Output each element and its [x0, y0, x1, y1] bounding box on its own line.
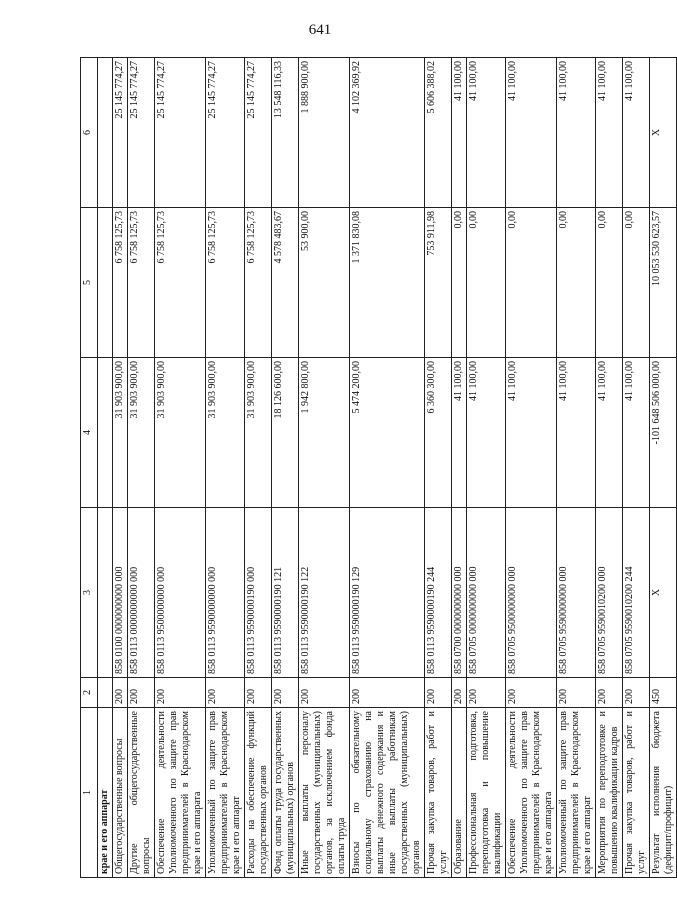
- executed-cell: 0,00: [557, 208, 596, 358]
- budget-code-cell: 858 0705 9590000000 000: [557, 508, 596, 678]
- line-code-cell: 200: [623, 678, 650, 708]
- executed-cell: 0,00: [467, 208, 506, 358]
- budget-code-cell: 858 0113 9590000000 000: [206, 508, 245, 678]
- line-code-cell: 200: [506, 678, 557, 708]
- approved-cell: 31 903 900,00: [245, 358, 272, 508]
- approved-cell: -101 648 506 000,00: [650, 358, 677, 508]
- approved-cell: 6 360 300,00: [425, 358, 452, 508]
- executed-cell: 6 758 125,73: [206, 208, 245, 358]
- line-code-cell: 200: [245, 678, 272, 708]
- remaining-cell: 41 100,00: [506, 58, 557, 208]
- approved-cell: 5 474 200,00: [350, 358, 425, 508]
- executed-cell: 0,00: [506, 208, 557, 358]
- executed-cell: 0,00: [452, 208, 467, 358]
- row-name-cell: Мероприятия по переподготовке и повышению квалификации кадров: [596, 708, 623, 878]
- row-name-cell: Обеспечение деятельности Уполномоченного по защите прав предпринимателей в Краснодарском крае и его аппарата: [155, 708, 206, 878]
- budget-code-cell: 858 0705 9590010200 000: [596, 508, 623, 678]
- row-name-cell: Уполномоченный по защите прав предпринимателей в Краснодарском крае и его аппарат: [557, 708, 596, 878]
- budget-code-cell: 858 0113 9590000190 000: [245, 508, 272, 678]
- budget-code-cell: 858 0113 9590000190 121: [272, 508, 299, 678]
- line-code-cell: 200: [425, 678, 452, 708]
- line-code-cell: 200: [128, 678, 155, 708]
- budget-code-cell: 858 0100 0000000000 000: [113, 508, 128, 678]
- table-row: [452, 58, 467, 878]
- remaining-cell: 25 145 774,27: [113, 58, 128, 208]
- line-code-cell: 200: [113, 678, 128, 708]
- row-name-cell: Обеспечение деятельности Уполномоченного по защите прав предпринимателей в Краснодарском крае и его аппарата: [506, 708, 557, 878]
- remaining-cell: 41 100,00: [596, 58, 623, 208]
- row-name-cell: Фонд оплаты труда государственных (муниципальных) органов: [272, 708, 299, 878]
- column-header: 3: [81, 508, 98, 678]
- remaining-cell: 25 145 774,27: [128, 58, 155, 208]
- line-code-cell: 200: [467, 678, 506, 708]
- remaining-cell: 41 100,00: [467, 58, 506, 208]
- table-row: [350, 58, 425, 878]
- continuation-row: [98, 58, 113, 878]
- budget-execution-table: [80, 57, 677, 878]
- line-code-cell: 200: [557, 678, 596, 708]
- budget-code-cell: 858 0705 9500000000 000: [506, 508, 557, 678]
- table-row: [299, 58, 350, 878]
- table-row: [596, 58, 623, 878]
- approved-cell: 41 100,00: [623, 358, 650, 508]
- column-header: 4: [81, 358, 98, 508]
- column-header: 5: [81, 208, 98, 358]
- column-header: 6: [81, 58, 98, 208]
- line-code-cell: 200: [155, 678, 206, 708]
- executed-cell: 0,00: [623, 208, 650, 358]
- budget-code-cell: 858 0113 0000000000 000: [128, 508, 155, 678]
- budget-code-cell: 858 0705 9590010200 244: [623, 508, 650, 678]
- table-row: [245, 58, 272, 878]
- table-row: [128, 58, 155, 878]
- line-code-cell: 200: [299, 678, 350, 708]
- remaining-cell: 5 606 388,02: [425, 58, 452, 208]
- line-code-cell: 200: [206, 678, 245, 708]
- row-name-cell: Уполномоченный по защите прав предпринимателей в Краснодарском крае и его аппарат: [206, 708, 245, 878]
- rotated-table-area: [80, 58, 674, 878]
- remaining-cell: 41 100,00: [623, 58, 650, 208]
- table-row: [272, 58, 299, 878]
- approved-cell: 41 100,00: [596, 358, 623, 508]
- executed-cell: 1 371 830,08: [350, 208, 425, 358]
- remaining-cell: 25 145 774,27: [245, 58, 272, 208]
- budget-code-cell: X: [650, 508, 677, 678]
- approved-cell: 41 100,00: [506, 358, 557, 508]
- approved-cell: 31 903 900,00: [128, 358, 155, 508]
- approved-cell: 31 903 900,00: [155, 358, 206, 508]
- approved-cell: 41 100,00: [557, 358, 596, 508]
- approved-cell: 1 942 800,00: [299, 358, 350, 508]
- row-name-cell: Профессиональная подготовка, переподготовка и повышение квалификации: [467, 708, 506, 878]
- line-code-cell: 200: [350, 678, 425, 708]
- executed-cell: 6 758 125,73: [113, 208, 128, 358]
- column-header: 2: [81, 678, 98, 708]
- line-code-cell: 200: [452, 678, 467, 708]
- approved-cell: 31 903 900,00: [113, 358, 128, 508]
- table-row: [650, 58, 677, 878]
- row-name-cell: Иные выплаты персоналу государственных (муниципальных) органов, за исключением фонда оплаты труда: [299, 708, 350, 878]
- rotated-table-container: [80, 58, 674, 878]
- executed-cell: 0,00: [596, 208, 623, 358]
- budget-code-cell: 858 0113 9590000190 244: [425, 508, 452, 678]
- budget-code-cell: 858 0705 0000000000 000: [467, 508, 506, 678]
- budget-code-cell: 858 0113 9500000000 000: [155, 508, 206, 678]
- executed-cell: 10 053 530 623,57: [650, 208, 677, 358]
- executed-cell: 6 758 125,73: [245, 208, 272, 358]
- remaining-cell: 25 145 774,27: [155, 58, 206, 208]
- approved-cell: 31 903 900,00: [206, 358, 245, 508]
- line-code-cell: 450: [650, 678, 677, 708]
- row-name-cell: Результат исполнения бюджета (дефицит/профицит): [650, 708, 677, 878]
- row-name-cell: Прочая закупка товаров, работ и услуг: [425, 708, 452, 878]
- row-name-cell: Взносы по обязательному социальному страхованию на выплаты денежного содержания и иные выплаты работникам государственных (муниципальных) органов: [350, 708, 425, 878]
- executed-cell: 6 758 125,73: [128, 208, 155, 358]
- remaining-cell: 25 145 774,27: [206, 58, 245, 208]
- row-name-cell: Другие общегосударственные вопросы: [128, 708, 155, 878]
- approved-cell: 41 100,00: [467, 358, 506, 508]
- table-row: [623, 58, 650, 878]
- budget-code-cell: 858 0113 9590000190 129: [350, 508, 425, 678]
- table-row: [557, 58, 596, 878]
- page-number: 641: [308, 22, 332, 38]
- table-row: [506, 58, 557, 878]
- table-row: [113, 58, 128, 878]
- row-name-cell: Прочая закупка товаров, работ и услуг: [623, 708, 650, 878]
- approved-cell: 18 126 600,00: [272, 358, 299, 508]
- table-row: [425, 58, 452, 878]
- executed-cell: 53 900,00: [299, 208, 350, 358]
- remaining-cell: 41 100,00: [452, 58, 467, 208]
- remaining-cell: 1 888 900,00: [299, 58, 350, 208]
- approved-cell: 41 100,00: [452, 358, 467, 508]
- row-name-cell: Образование: [452, 708, 467, 878]
- remaining-cell: 41 100,00: [557, 58, 596, 208]
- continuation-label: крае и его аппарат: [98, 708, 113, 878]
- row-name-cell: Расходы на обеспечение функций государственных органов: [245, 708, 272, 878]
- line-code-cell: 200: [272, 678, 299, 708]
- budget-code-cell: 858 0700 0000000000 000: [452, 508, 467, 678]
- column-number-row: [81, 58, 98, 878]
- executed-cell: 4 578 483,67: [272, 208, 299, 358]
- column-header: 1: [81, 708, 98, 878]
- executed-cell: 6 758 125,73: [155, 208, 206, 358]
- budget-code-cell: 858 0113 9590000190 122: [299, 508, 350, 678]
- table-row: [155, 58, 206, 878]
- row-name-cell: Общегосударственные вопросы: [113, 708, 128, 878]
- remaining-cell: X: [650, 58, 677, 208]
- remaining-cell: 4 102 369,92: [350, 58, 425, 208]
- table-row: [206, 58, 245, 878]
- line-code-cell: 200: [596, 678, 623, 708]
- table-row: [467, 58, 506, 878]
- remaining-cell: 13 548 116,33: [272, 58, 299, 208]
- executed-cell: 753 911,98: [425, 208, 452, 358]
